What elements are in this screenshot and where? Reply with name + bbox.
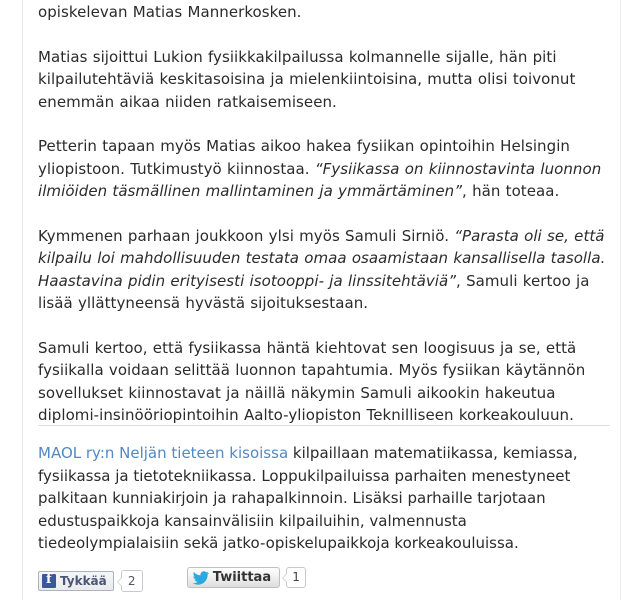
footer-note: [38, 442, 612, 555]
footer-note-paragraph: [38, 442, 612, 555]
facebook-like-button[interactable]: [38, 571, 114, 591]
twitter-tweet-button[interactable]: [187, 567, 280, 588]
article-paragraph-5: [38, 337, 612, 427]
facebook-like-group: [38, 570, 143, 592]
maol-competition-link[interactable]: MAOL ry:n Neljän tieteen kisoissa: [38, 444, 289, 462]
social-share-bar: [38, 570, 306, 600]
article-body: [38, 0, 612, 449]
paragraph-text: Petterin tapaan myös Matias aikoo hakea fysiikan opintoihin Helsingin yliopistoon. Tutkimustyö kiinnostaa.: [38, 137, 570, 178]
article-paragraph-2: [38, 46, 612, 114]
page-left-rule: [22, 0, 23, 600]
facebook-like-count: 2: [121, 570, 143, 592]
paragraph-text-tail: , hän toteaa.: [462, 182, 560, 200]
section-divider: [38, 425, 610, 426]
page-right-rule: [620, 0, 621, 600]
paragraph-text: opiskelevan Matias Mannerkosken.: [38, 3, 302, 21]
pull-quote: “Parasta oli se, että kilpailu loi mahdollisuuden testata omaa osaamistaan kansallisella tasolla. Haastavina pidin erityisesti isotooppi- ja linssitehtäviä”: [38, 226, 606, 290]
article-paragraph-4: [38, 225, 612, 315]
twitter-bird-icon: [192, 570, 209, 584]
article-paragraph-1: [38, 0, 612, 24]
twitter-tweet-group: [187, 566, 306, 588]
footer-note-text: kilpaillaan matematiikassa, kemiassa, fysiikassa ja tietotekniikassa. Loppukilpailuissa parhaiten menestyneet palkitaan kunniakirjoin ja rahapalkinnoin. Lisäksi parhaille tarjotaan edustuspaikkoja kansainvälisiin kilpailuihin, valmennusta tiedeolympialaisiin sekä jatko-opiskelupaikkoja korkeakouluissa.: [38, 444, 578, 552]
pull-quote: “Fysiikassa on kiinnostavinta luonnon ilmiöiden täsmällinen mallintaminen ja ymmärtäminen”: [38, 159, 602, 200]
twitter-tweet-label: Twiittaa: [212, 569, 272, 585]
facebook-like-label: Tykkää: [60, 574, 107, 588]
paragraph-text-tail: , Samuli kertoo ja lisää yllättyneensä hyvästä sijoituksestaan.: [38, 271, 590, 312]
article-paragraph-3: [38, 135, 612, 203]
twitter-tweet-count: 1: [286, 567, 306, 588]
facebook-f-icon: [42, 574, 56, 588]
paragraph-text: Matias sijoittui Lukion fysiikkakilpailussa kolmannelle sijalle, hän piti kilpailutehtäviä keskitasoisina ja mielenkiintoisina, mutta olisi toivonut enemmän aikaa niiden ratkaisemiseen.: [38, 47, 576, 111]
paragraph-text: Samuli kertoo, että fysiikassa häntä kiehtovat sen loogisuus ja se, että fysiikalla voidaan selittää luonnon tapahtumia. Myös fysiikan käytännön sovellukset kiinnostavat ja näillä näkymin Samuli aikookin hakeutua diplomi-insinööriopintoihin Aalto-yliopiston Teknilliseen korkeakouluun.: [38, 338, 586, 424]
paragraph-text: Kymmenen parhaan joukkoon ylsi myös Samuli Sirniö.: [38, 226, 455, 245]
